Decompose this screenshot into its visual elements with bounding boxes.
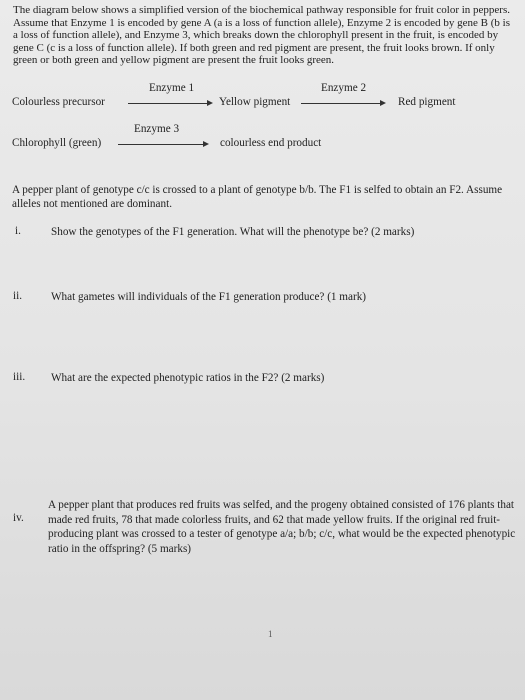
question-text: A pepper plant that produces red fruits was selfed, and the progeny obtained consisted of 176 plants that made red fruits, 78 that made colorless fruits, and 62 that made yellow fruits. If the original red fruit-producing plant was crossed to a tester of genotype a/a; b/b; c/c, what would be the expected phenotypic ratio in the offspring? (5 marks) bbox=[48, 499, 516, 555]
question-text: Show the genotypes of the F1 generation. What will the phenotype be? (2 marks) bbox=[51, 226, 415, 238]
question-number: iv. bbox=[13, 512, 24, 524]
question-number: i. bbox=[15, 225, 21, 237]
enzyme2-label: Enzyme 2 bbox=[321, 82, 367, 94]
enzyme3-arrow bbox=[118, 144, 204, 145]
red-pigment-label: Red pigment bbox=[398, 96, 456, 108]
question-number: ii. bbox=[13, 290, 23, 302]
enzyme1-label: Enzyme 1 bbox=[149, 82, 195, 94]
chlorophyll-label: Chlorophyll (green) bbox=[12, 137, 102, 149]
question-text: What gametes will individuals of the F1 generation produce? (1 mark) bbox=[51, 291, 367, 303]
enzyme3-label: Enzyme 3 bbox=[134, 123, 180, 135]
enzyme2-arrow bbox=[301, 103, 381, 104]
colourless-precursor-label: Colourless precursor bbox=[12, 96, 105, 108]
question-text: What are the expected phenotypic ratios in the F2? (2 marks) bbox=[51, 372, 325, 384]
question-number: iii. bbox=[13, 371, 26, 383]
intro-paragraph: The diagram below shows a simplified version of the biochemical pathway responsible for fruit color in peppers. Assume that Enzyme 1 is encoded by gene A (a is a loss of function allele), Enzyme 2 is encoded by gene B (b is a loss of function allele), and Enzyme 3, which breaks down the chlorophyll present in the fruit, is encoded by gene C (c is a loss of function allele). If both green and red pigment are present, the fruit looks brown. If only green or both green and yellow pigment are present the fruit looks green. bbox=[13, 4, 511, 67]
page-number: 1 bbox=[268, 629, 273, 639]
enzyme1-arrow bbox=[128, 103, 208, 104]
end-product-label: colourless end product bbox=[220, 137, 322, 149]
yellow-pigment-label: Yellow pigment bbox=[219, 96, 291, 108]
cross-description: A pepper plant of genotype c/c is crossed to a plant of genotype b/b. The F1 is selfed to obtain an F2. Assume alleles not mentioned are dominant. bbox=[12, 184, 503, 210]
